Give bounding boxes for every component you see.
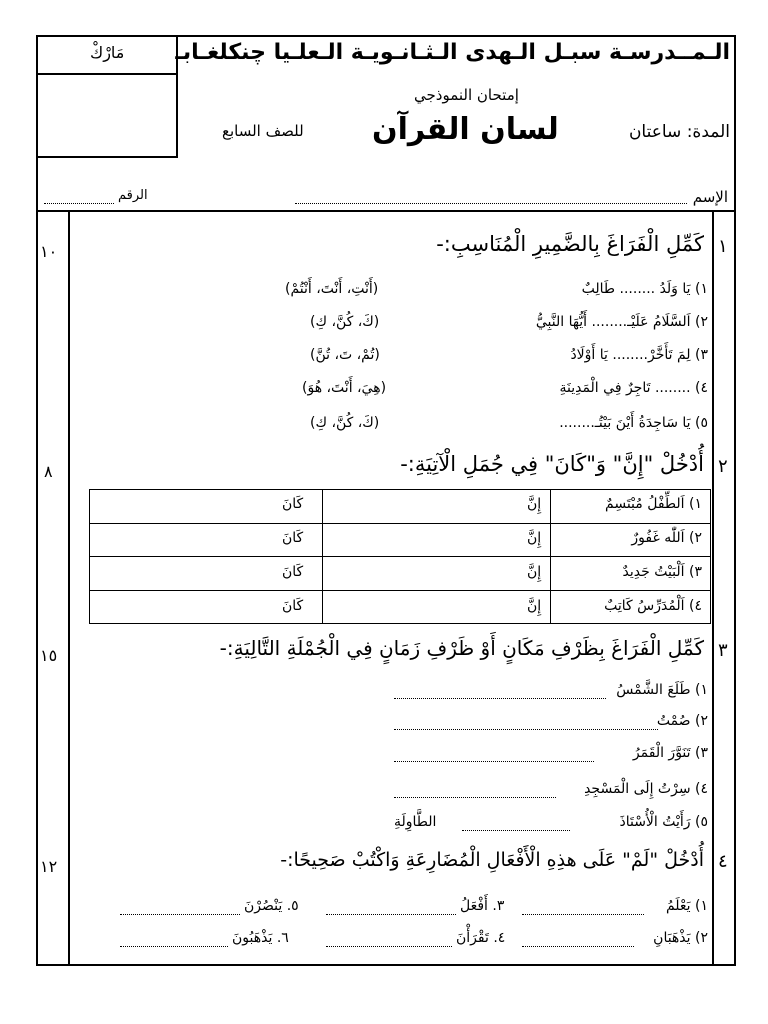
q2-kana-1: كَانَ: [282, 496, 304, 512]
q4-blank-6[interactable]: [120, 946, 228, 947]
q1-item-3: ٣) لِمَ تَأَخَّرْ........ يَا أَوْلَادُ: [570, 347, 708, 363]
q2-col-line-2: [550, 489, 551, 624]
q2-mark: ٨: [44, 462, 53, 481]
marks-box-divider: [36, 73, 178, 75]
q2-kana-3: كَانَ: [282, 564, 304, 580]
q1-item-2: ٢) اَلسَّلَامُ عَلَيْـ........ أَيُّهَا النَّبِيُّ: [535, 314, 708, 330]
q3-mark: ١٥: [40, 646, 58, 665]
q4-blank-5[interactable]: [120, 914, 240, 915]
q2-sentence-2: ٢) اَللّٰه غَفُورٌ: [631, 530, 702, 546]
q4-title: أُدْخُلْ "لَمْ" عَلَى هذِهِ الْأَفْعَالِ الْمُضَارِعَةِ وَاكْتُبْ صَحِيحًا:-: [280, 849, 704, 871]
q1-options-1: (أَنْتِ، أَنْتَ، أَنْتُمْ): [285, 281, 379, 297]
marks-column-divider: [68, 210, 70, 966]
q1-item-1: ١) يَا وَلَدُ ........ طَالِبٌ: [581, 281, 708, 297]
q3-item-5-end: الطَّاوِلَةِ: [394, 814, 437, 830]
number-field[interactable]: [44, 203, 114, 204]
q2-kana-2: كَانَ: [282, 530, 304, 546]
q2-inna-4: إِنَّ: [527, 598, 542, 614]
q1-options-4: (هِيَ، أَنْتَ، هُوَ): [302, 380, 387, 396]
q2-col-line-1: [322, 489, 323, 624]
q1-title: كَمِّلِ الْفَرَاغَ بِالضَّمِيرِ الْمُنَاسِبِ:-: [436, 232, 704, 256]
school-name: الـمــدرسـة سبـل الـهدى الـثـانـويـة الـعلـيا چنكلغـابـ: [175, 40, 730, 65]
frame-bottom: [36, 964, 736, 966]
q3-blank-2[interactable]: [394, 729, 658, 730]
q3-blank-5[interactable]: [462, 830, 570, 831]
q2-sentence-4: ٤) اَلْمُدَرِّسُ كَاتِبٌ: [604, 598, 702, 614]
q2-row-line-1: [89, 523, 711, 524]
q2-inna-3: إِنَّ: [527, 564, 542, 580]
q4-blank-2[interactable]: [522, 946, 634, 947]
q2-sentence-1: ١) اَلطِّفْلُ مُبْتَسِمٌ: [605, 496, 702, 512]
q3-item-5: ٥) رَأَيْتُ الْأُسْتَاذَ: [619, 814, 708, 830]
q4-blank-4[interactable]: [326, 946, 452, 947]
q4-item-1: ١) يَعْلَمُ: [665, 898, 708, 914]
frame-right: [734, 35, 736, 966]
q3-blank-3[interactable]: [394, 761, 594, 762]
q3-item-3: ٣) تَنَوَّرَ الْقَمَرُ: [632, 745, 708, 761]
grade-label: للصف السابع: [222, 122, 304, 140]
subject-title: لسان القرآن: [372, 112, 559, 147]
q1-options-2: (كَ، كُنَّ، كِ): [310, 314, 380, 330]
q2-kana-4: كَانَ: [282, 598, 304, 614]
q1-item-5: ٥) يَا سَاجِدَةُ أَيْنَ بَيْتُـ........: [559, 415, 708, 431]
q4-mark: ١٢: [40, 857, 58, 876]
exam-title: إمتحان النموذجي: [414, 86, 519, 104]
q2-title: أُدْخُلْ "إِنَّ" وَ"كَانَ" فِي جُمَلِ الْآتِيَةِ:-: [400, 452, 704, 476]
q4-item-3: ٣. أَفْعَلُ: [460, 898, 505, 914]
q2-number: ٢: [718, 456, 728, 477]
name-label: الإسم: [692, 188, 728, 206]
q1-item-4: ٤) ........ تَاجِرٌ فِي الْمَدِينَةِ: [559, 380, 708, 396]
q1-options-5: (كَ، كُنَّ، كِ): [310, 415, 380, 431]
q2-sentence-3: ٣) اَلْبَيْتُ جَدِيدٌ: [622, 564, 702, 580]
q3-item-4: ٤) سِرْتُ إِلَى الْمَسْجِدِ: [584, 781, 708, 797]
q3-number: ٣: [718, 640, 728, 661]
frame-left: [36, 35, 38, 966]
name-field[interactable]: [295, 203, 687, 204]
q1-number: ١: [718, 236, 728, 257]
q4-item-2: ٢) يَذْهَبَانِ: [653, 930, 708, 946]
q1-options-3: (تُمْ، تَ، تُنَّ): [310, 347, 380, 363]
q3-blank-1[interactable]: [394, 698, 606, 699]
number-column-divider: [712, 210, 714, 966]
q3-item-2: ٢) صُمْتُ: [656, 713, 708, 729]
q3-item-1: ١) طَلَعَ الشَّمْسُ: [616, 682, 708, 698]
q4-blank-1[interactable]: [522, 914, 644, 915]
header-divider: [36, 210, 736, 212]
marks-label: مَارْكْ: [90, 43, 125, 62]
q2-row-line-2: [89, 556, 711, 557]
number-label: الرقم: [118, 188, 148, 203]
q4-item-6: ٦. يَذْهَبُونَ: [232, 930, 289, 946]
q4-item-5: ٥. يَنْصُرْنَ: [244, 898, 299, 914]
q3-title: كَمِّلِ الْفَرَاغَ بِظَرْفِ مَكَانٍ أَوْ ظَرْفِ زَمَانٍ فِي الْجُمْلَةِ التَّالِيَةِ:-: [219, 636, 704, 660]
q4-item-4: ٤. تَقْرَأْنَ: [456, 930, 506, 946]
q4-blank-3[interactable]: [326, 914, 456, 915]
q2-inna-1: إِنَّ: [527, 496, 542, 512]
q2-inna-2: إِنَّ: [527, 530, 542, 546]
q4-number: ٤: [718, 851, 728, 872]
q1-mark: ١٠: [40, 242, 58, 261]
q3-blank-4[interactable]: [394, 797, 556, 798]
duration-label: المدة: ساعتان: [628, 122, 730, 142]
q2-row-line-3: [89, 590, 711, 591]
